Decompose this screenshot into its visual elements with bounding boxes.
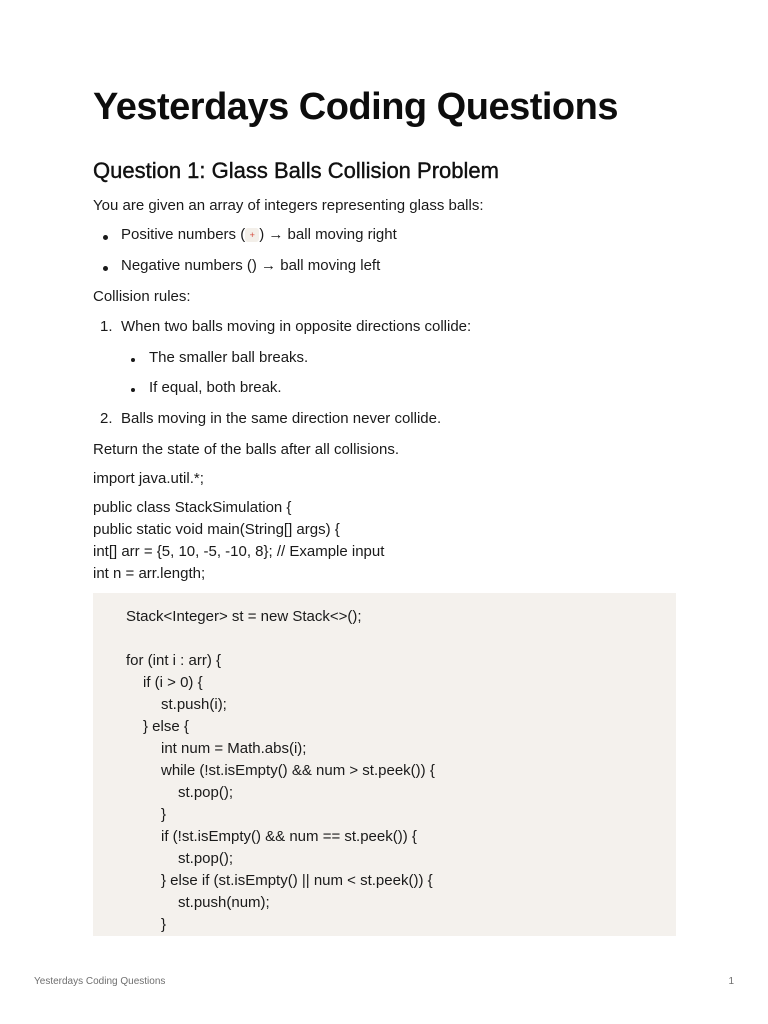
bullet-dot	[103, 266, 108, 271]
rule-1-sub-1: The smaller ball breaks.	[149, 349, 309, 366]
code-block-line: } else if (st.isEmpty() || num < st.peek()) {	[161, 872, 433, 889]
code-block-line: st.push(num);	[178, 894, 270, 911]
bullet-dot	[103, 235, 108, 240]
page-title: Yesterdays Coding Questions	[93, 86, 618, 128]
bullet-negative: Negative numbers () → ball moving left	[121, 257, 381, 274]
intro-text: You are given an array of integers representing glass balls:	[93, 197, 484, 214]
code-block	[93, 593, 676, 936]
import-line: import java.util.*;	[93, 470, 204, 487]
code-block-line: while (!st.isEmpty() && num > st.peek()) {	[161, 762, 435, 779]
footer-title: Yesterdays Coding Questions	[34, 976, 166, 987]
inline-code-plus: +	[245, 228, 259, 242]
code-line: int n = arr.length;	[93, 565, 206, 582]
code-block-line: if (!st.isEmpty() && num == st.peek()) {	[161, 828, 417, 845]
bullet-positive-pre: Positive numbers (	[121, 226, 246, 243]
rule-2-marker: 2.	[100, 410, 113, 427]
code-line: public static void main(String[] args) {	[93, 521, 340, 538]
page-number: 1	[728, 976, 734, 987]
bullet-positive	[121, 225, 397, 245]
collision-rules-label: Collision rules:	[93, 288, 191, 305]
code-block-line: for (int i : arr) {	[126, 652, 222, 669]
return-text: Return the state of the balls after all collisions.	[93, 441, 399, 458]
code-block-line: }	[161, 806, 167, 823]
code-line: public class StackSimulation {	[93, 499, 292, 516]
bullet-positive-post: ) → ball moving right	[259, 226, 397, 243]
rule-1-text: When two balls moving in opposite directions collide:	[121, 318, 472, 335]
code-block-line: st.pop();	[178, 850, 234, 867]
code-block-line: } else {	[143, 718, 189, 735]
rule-1-marker: 1.	[100, 318, 113, 335]
code-block-line: if (i > 0) {	[143, 674, 203, 691]
code-block-line: int num = Math.abs(i);	[161, 740, 307, 757]
rule-2-text: Balls moving in the same direction never collide.	[121, 410, 442, 427]
bullet-dot	[131, 358, 135, 362]
code-block-line: st.push(i);	[161, 696, 227, 713]
question-heading: Question 1: Glass Balls Collision Problem	[93, 158, 499, 183]
bullet-dot	[131, 388, 135, 392]
code-block-line: }	[161, 916, 167, 933]
code-line: int[] arr = {5, 10, -5, -10, 8}; // Example input	[93, 543, 385, 560]
rule-1-sub-2: If equal, both break.	[149, 379, 282, 396]
code-block-line: st.pop();	[178, 784, 234, 801]
code-block-line: Stack<Integer> st = new Stack<>();	[126, 608, 362, 625]
